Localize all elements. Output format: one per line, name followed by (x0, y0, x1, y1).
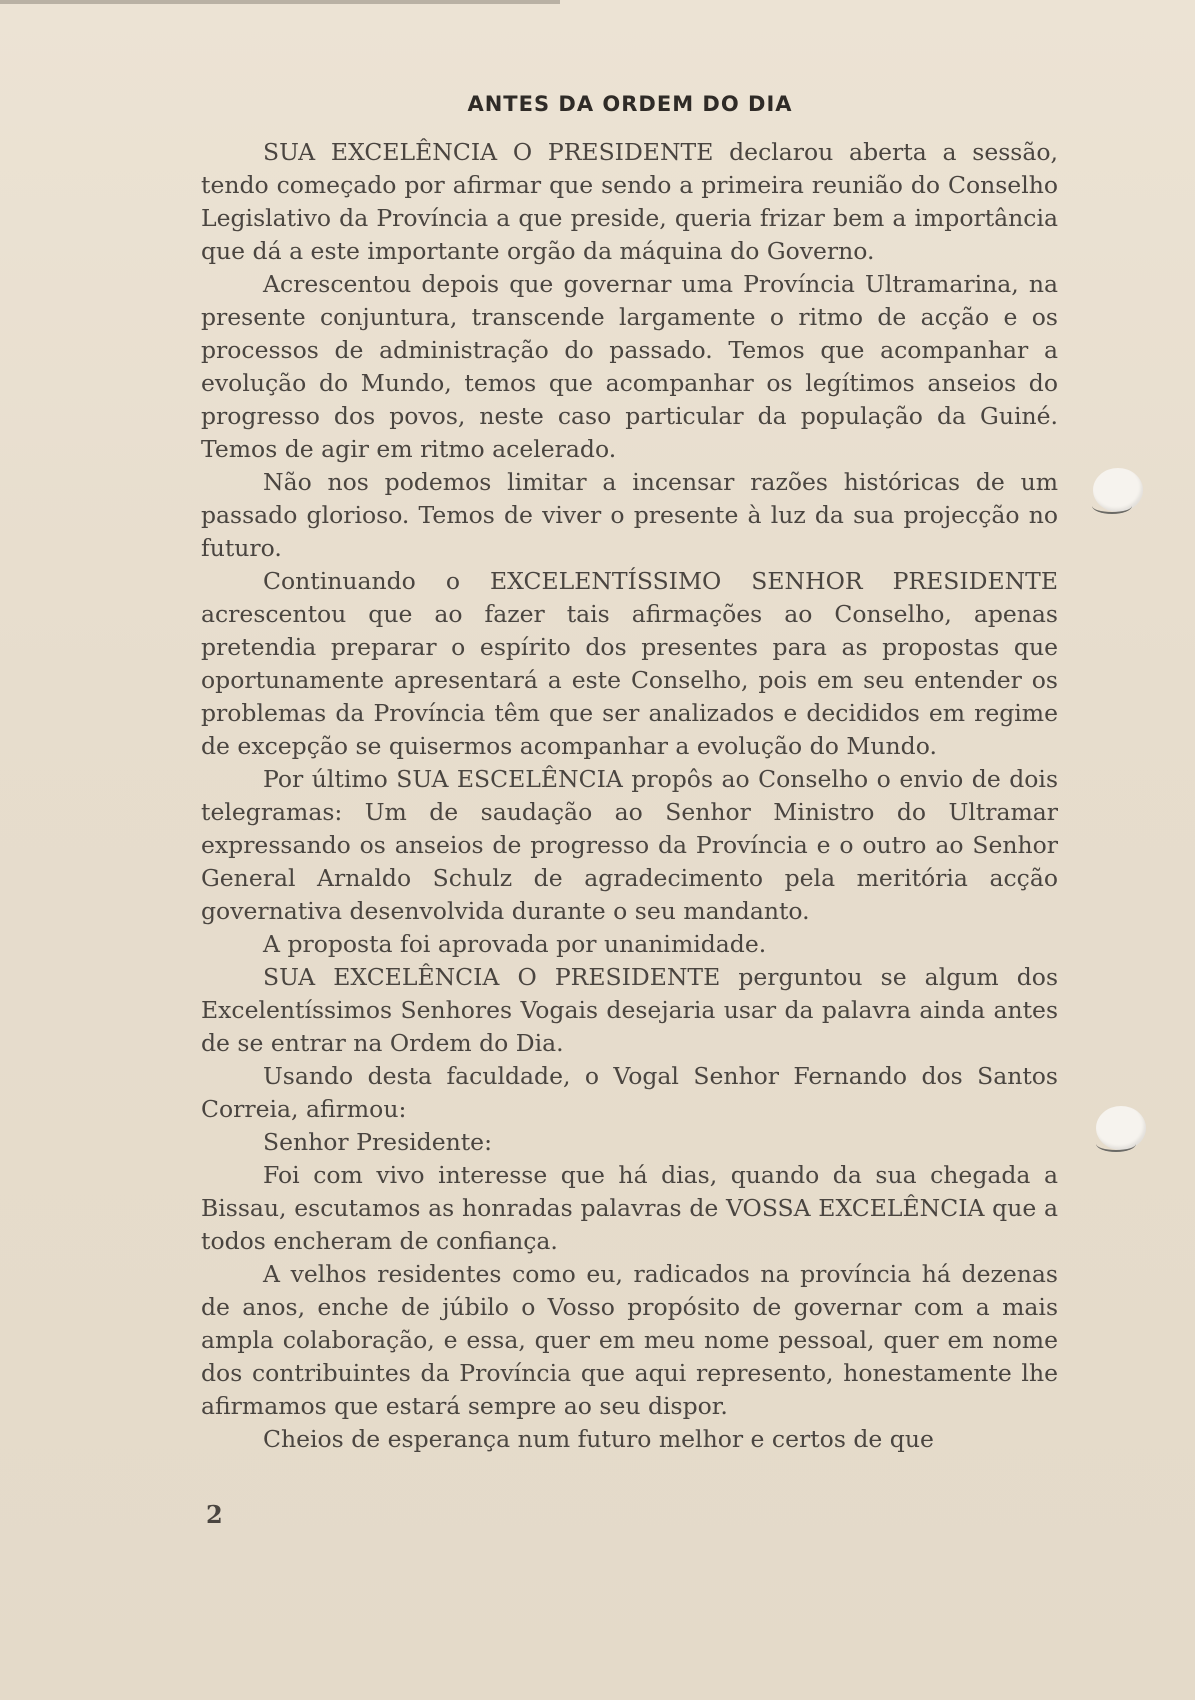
section-heading: ANTES DA ORDEM DO DIA (467, 92, 793, 116)
paragraph-1: SUA EXCELÊNCIA O PRESIDENTE declarou aberta a sessão, tendo começado por afirmar que sendo a primeira reunião do Conselho Legislativo da Província a que preside, queria frizar bem a importância que dá a este importante orgão da máquina do Governo. (201, 138, 1058, 265)
paragraph-4: Continuando o EXCELENTÍSSIMO SENHOR PRESIDENTE acrescentou que ao fazer tais afirmações ao Conselho, apenas pretendia preparar o espírito dos presentes para as propostas que oportunamente apresentará a este Conselho, pois em seu entender os problemas da Província têm que ser analizados e decididos em regime de excepção se quisermos acompanhar a evolução do Mundo. (201, 567, 1058, 760)
paragraph-9: Senhor Presidente: (263, 1128, 493, 1156)
punch-hole-flap (1092, 498, 1132, 514)
paragraph-8: Usando desta faculdade, o Vogal Senhor Fernando dos Santos Correia, afirmou: (201, 1062, 1058, 1123)
page-top-edge (0, 0, 560, 4)
paragraph-2: Acrescentou depois que governar uma Província Ultramarina, na presente conjuntura, transcende largamente o ritmo de acção e os processos de administração do passado. Temos que acompanhar a evolução do Mundo, temos que acompanhar os legítimos anseios do progresso dos povos, neste caso particular da população da Guiné. Temos de agir em ritmo acelerado. (201, 270, 1058, 463)
page-number: 2 (206, 1500, 223, 1529)
body-text (201, 136, 1058, 1456)
paragraph-6: A proposta foi aprovada por unanimidade. (263, 930, 767, 958)
paragraph-12: Cheios de esperança num futuro melhor e certos de que (263, 1425, 934, 1453)
paragraph-7: SUA EXCELÊNCIA O PRESIDENTE perguntou se algum dos Excelentíssimos Senhores Vogais desejaria usar da palavra ainda antes de se entrar na Ordem do Dia. (201, 963, 1058, 1057)
paragraph-10: Foi com vivo interesse que há dias, quando da sua chegada a Bissau, escutamos as honradas palavras de VOSSA EXCELÊNCIA que a todos encheram de confiança. (201, 1161, 1058, 1255)
punch-hole-flap (1096, 1136, 1136, 1152)
paragraph-5: Por último SUA ESCELÊNCIA propôs ao Conselho o envio de dois telegramas: Um de saudação ao Senhor Ministro do Ultramar expressando os anseios de progresso da Província e o outro ao Senhor General Arnaldo Schulz de agradecimento pela meritória acção governativa desenvolvida durante o seu mandanto. (201, 765, 1058, 925)
paragraph-11: A velhos residentes como eu, radicados na província há dezenas de anos, enche de júbilo o Vosso propósito de governar com a mais ampla colaboração, e essa, quer em meu nome pessoal, quer em nome dos contribuintes da Província que aqui represento, honestamente lhe afirmamos que estará sempre ao seu dispor. (201, 1260, 1058, 1420)
paragraph-3: Não nos podemos limitar a incensar razões históricas de um passado glorioso. Temos de viver o presente à luz da sua projecção no futuro. (201, 468, 1058, 562)
